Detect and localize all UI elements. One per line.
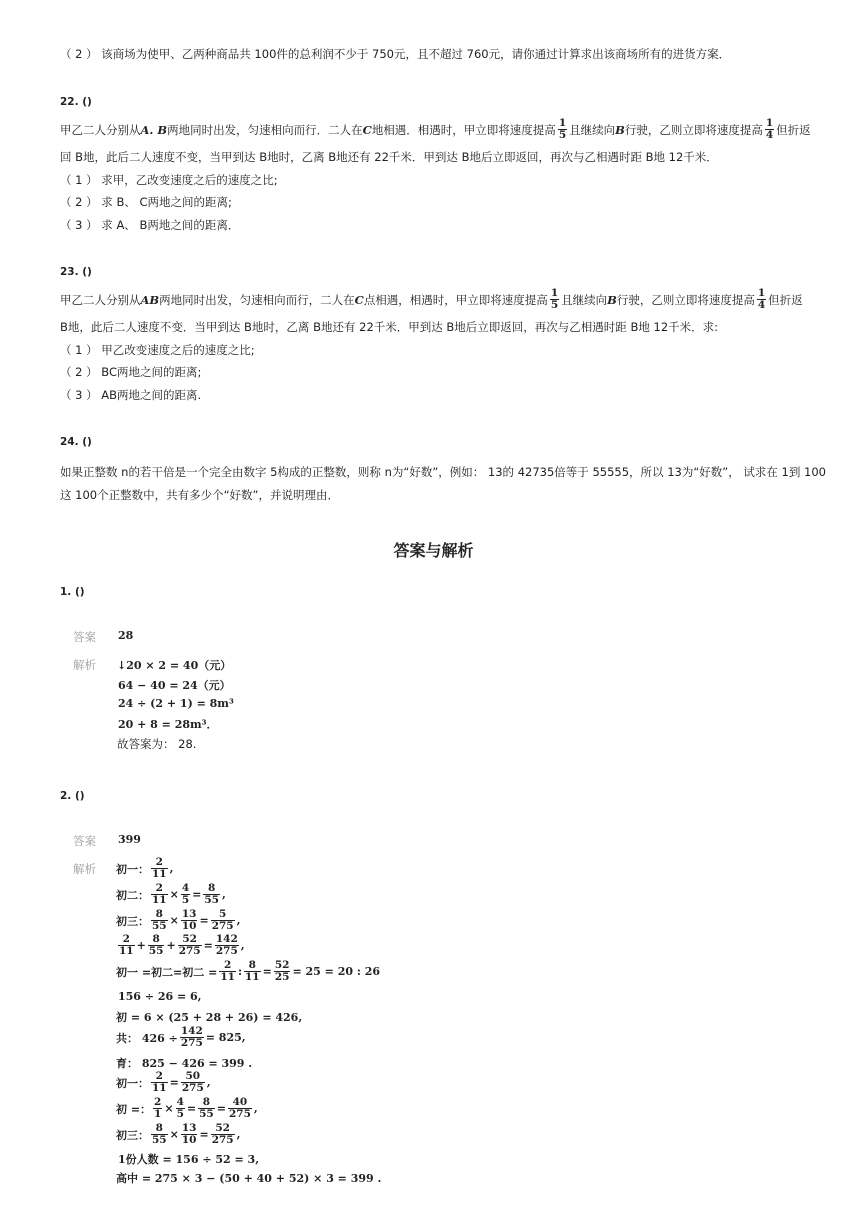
a1-line-3: 24 ÷ (2 + 1) = 8m³ xyxy=(118,697,234,710)
q23-fraction-2: $\frac{1}{4}$ xyxy=(757,287,766,311)
q24-line2: 这 100个正整数中，共有多少个“好数”，并说明理由． xyxy=(60,488,340,502)
q22-line1 xyxy=(60,118,811,141)
a2-answer-label: 答案 xyxy=(73,834,96,848)
q22-part1: （ 1 ） 求甲，乙改变速度之后的速度之比; xyxy=(60,173,278,187)
a2-analysis-label: 解析 xyxy=(73,862,96,876)
q22-text-b: 两地同时出发，匀速相向而行．二人在 xyxy=(167,122,363,137)
a2-line-5: 初一 =初二=初二 = $\frac{2}{11}$ : $\frac{8}{11}$ = $\frac{52}{25}$ = 25 = 20 : 26 xyxy=(116,959,381,983)
q23-text-g: 但折返 xyxy=(768,292,803,307)
q24-number: 24. () xyxy=(60,436,92,448)
q23-part1: （ 1 ） 甲乙改变速度之后的速度之比; xyxy=(60,343,255,357)
a2-l1-label: 初一： xyxy=(116,862,149,876)
a2-line-8: 共： 426 ÷ $\frac{142}{275}$ = 825, xyxy=(116,1025,246,1049)
q23-number: 23. () xyxy=(60,266,92,278)
q22-ab: A. B xyxy=(140,122,168,137)
a2-l10-label: 初一： xyxy=(116,1076,149,1090)
q23-ab: AB xyxy=(140,292,160,307)
q23-fraction-1: $\frac{1}{5}$ xyxy=(550,287,559,311)
q22-text-g: 但折返 xyxy=(776,122,811,137)
a2-line-6: 156 ÷ 26 = 6, xyxy=(118,990,202,1003)
q23-line2: B地，此后二人速度不变．当甲到达 B地时，乙离 B地还有 22千米．甲到达 B地后立即返回，再次与乙相遇时距 B地 12千米．求: xyxy=(60,320,719,334)
q23-c: C xyxy=(354,292,364,307)
q23-text-a: 甲乙二人分别从 xyxy=(60,292,141,307)
a1-answer-label: 答案 xyxy=(73,630,96,644)
a2-l2-label: 初二： xyxy=(116,888,149,902)
a2-l8-tail: = 825, xyxy=(205,1031,246,1044)
a2-line-4: $\frac{2}{11}$ + $\frac{8}{55}$ + $\frac{52}{275}$ = $\frac{142}{275}$ , xyxy=(119,933,245,957)
a2-line-14: 高中 = 275 × 3 − (50 + 40 + 52) × 3 = 399 . xyxy=(116,1172,382,1185)
a2-line-2: 初二： $\frac{2}{11}$ × $\frac{4}{5}$ = $\frac{8}{55}$ , xyxy=(116,882,226,906)
q22-part2: （ 2 ） 求 B、 C两地之间的距离; xyxy=(60,195,232,209)
q22-number: 22. () xyxy=(60,96,92,108)
q23-part2: （ 2 ） BC两地之间的距离; xyxy=(60,365,202,379)
q23-line1 xyxy=(60,288,803,311)
a2-line-13: 1份人数 = 156 ÷ 52 = 3, xyxy=(118,1153,260,1166)
section-title: 答案与解析 xyxy=(393,541,474,560)
q22-text-a: 甲乙二人分别从 xyxy=(60,122,141,137)
a1-line-5: 故答案为： 28. xyxy=(117,737,197,751)
a2-l5-label: 初一 =初二=初二 = xyxy=(116,965,218,979)
a1-answer: 28 xyxy=(118,629,134,642)
q22-text-d: 地相遇．相遇时，甲立即将速度提高 xyxy=(371,122,556,137)
a2-l12-label: 初三： xyxy=(116,1128,149,1142)
q22-fraction-1: $\frac{1}{5}$ xyxy=(558,117,567,141)
q24-line1: 如果正整数 n的若干倍是一个完全由数字 5构成的正整数，则称 n为“好数”，例如： 13的 42735倍等于 55555，所以 13为“好数”， 试求在 1到 100 xyxy=(60,465,826,479)
a2-number: 2. () xyxy=(60,790,85,802)
q22-c: C xyxy=(362,122,372,137)
a2-line-9: 育： 825 − 426 = 399 . xyxy=(116,1057,253,1070)
a2-l3-label: 初三： xyxy=(116,914,149,928)
q22-line2: 回 B地，此后二人速度不变，当甲到达 B地时，乙离 B地还有 22千米．甲到达 B地后立即返回，再次与乙相遇时距 B地 12千米． xyxy=(60,150,718,164)
q23-text-f: 行驶，乙则立即将速度提高 xyxy=(616,292,755,307)
q22-b: B xyxy=(615,122,625,137)
a1-line-1: ↓20 × 2 = 40（元） xyxy=(117,659,232,672)
a2-line-7: 初 = 6 × (25 + 28 + 26) = 426, xyxy=(116,1011,303,1024)
q23-text-e: 且继续向 xyxy=(561,292,608,307)
a2-l5-tail: = 25 = 20 : 26 xyxy=(292,965,381,978)
q23-text-d: 点相遇，相遇时，甲立即将速度提高 xyxy=(363,292,548,307)
a2-l8-label: 共： 426 ÷ xyxy=(116,1031,178,1045)
q22-fraction-2: $\frac{1}{4}$ xyxy=(765,117,774,141)
q22-text-f: 行驶，乙则立即将速度提高 xyxy=(624,122,763,137)
q23-text-b: 两地同时出发，匀速相向而行，二人在 xyxy=(159,292,355,307)
a2-line-1: 初一： $\frac{2}{11}$ , xyxy=(116,856,174,880)
q21-part2: （ 2 ） 该商场为使甲、乙两种商品共 100件的总利润不少于 750元，且不超过 760元，请你通过计算求出该商场所有的进货方案． xyxy=(60,47,731,61)
a1-line-2: 64 − 40 = 24（元） xyxy=(118,679,231,692)
q22-part3: （ 3 ） 求 A、 B两地之间的距离． xyxy=(60,218,240,232)
a2-answer: 399 xyxy=(118,833,141,846)
a1-analysis-label: 解析 xyxy=(73,658,96,672)
q23-b: B xyxy=(607,292,617,307)
a2-line-11: 初 =： $\frac{2}{1}$ × $\frac{4}{5}$ = $\frac{8}{55}$ = $\frac{40}{275}$ , xyxy=(116,1096,258,1120)
a2-l11-label: 初 =： xyxy=(116,1102,152,1116)
a2-line-12: 初三： $\frac{8}{55}$ × $\frac{13}{10}$ = $\frac{52}{275}$ , xyxy=(116,1122,241,1146)
q22-text-e: 且继续向 xyxy=(569,122,616,137)
a2-line-10: 初一： $\frac{2}{11}$ = $\frac{50}{275}$ , xyxy=(116,1070,211,1094)
q23-part3: （ 3 ） AB两地之间的距离. xyxy=(60,388,202,402)
a1-number: 1. () xyxy=(60,586,85,598)
a2-line-3: 初三： $\frac{8}{55}$ × $\frac{13}{10}$ = $\frac{5}{275}$ , xyxy=(116,908,241,932)
a1-line-4: 20 + 8 = 28m³． xyxy=(118,718,218,731)
